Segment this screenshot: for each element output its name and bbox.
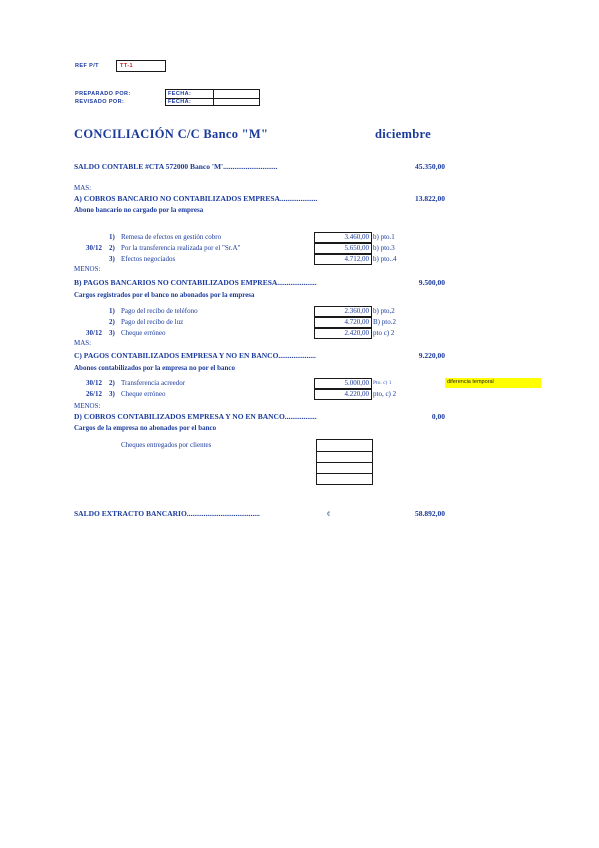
row-value: 2.420,00 xyxy=(314,328,372,339)
row-note: pto, c) 2 xyxy=(373,390,397,398)
reviewed-fecha-label: FECHA: xyxy=(168,99,192,105)
section-c-title: C) PAGOS CONTABILIZADOS EMPRESA Y NO EN BANCO.................... xyxy=(74,351,316,360)
saldo-extracto-label: SALDO EXTRACTO BANCARIO....................................... xyxy=(74,509,260,518)
row-desc: Transferencia acreedor xyxy=(121,379,186,387)
row-value: 3.460,00 xyxy=(314,232,372,243)
section-d-title: D) COBROS CONTABILIZADOS EMPRESA Y NO EN BANCO................. xyxy=(74,412,317,421)
prepared-fecha-label: FECHA: xyxy=(168,91,192,97)
row-note: Pto. c) 1 xyxy=(373,380,392,386)
row-note: b) pto.1 xyxy=(373,233,395,241)
section-d-total: 0,00 xyxy=(431,412,445,421)
section-c-subtitle: Abonos contabilizados por la empresa no por el banco xyxy=(74,364,236,372)
row-value: 4.720,00 xyxy=(314,317,372,328)
row-desc: Cheque erróneo xyxy=(121,329,166,337)
month-label: diciembre xyxy=(375,127,431,141)
row-date: 30/12 xyxy=(86,329,102,337)
row-num: 3) xyxy=(109,255,115,263)
fecha-grid xyxy=(165,89,260,106)
row-note: b) pto,2 xyxy=(373,307,395,315)
row-desc: Remesa de efectos en gestión cobro xyxy=(121,233,222,241)
section-c-total: 9.220,00 xyxy=(418,351,445,360)
saldo-extracto-value: 58.892,00 xyxy=(415,509,445,518)
row-desc: Efectos negociados xyxy=(121,255,176,263)
row-note: pto c) 2 xyxy=(373,329,395,337)
section-b-subtitle: Cargos registrados por el banco no abonados por la empresa xyxy=(74,291,255,299)
section-d-subtitle: Cargos de la empresa no abonados por el banco xyxy=(74,424,217,432)
section-b-prefix: MENOS: xyxy=(74,265,101,273)
section-a-title: A) COBROS BANCARIO NO CONTABILIZADOS EMPRESA.................... xyxy=(74,194,318,203)
row-value: 4.712,00 xyxy=(314,254,372,265)
row-date: 30/12 xyxy=(86,379,102,387)
ref-label: REF P/T xyxy=(75,63,99,69)
row-desc: Pago del recibo de luz xyxy=(121,318,184,326)
row-note: b) pto..4 xyxy=(373,255,397,263)
row-num: 1) xyxy=(109,233,115,241)
section-a-subtitle: Abono bancario no cargado por la empresa xyxy=(74,206,204,214)
reviewed-label: REVISADO POR: xyxy=(75,99,125,105)
row-num: 2) xyxy=(109,244,115,252)
row-value: 4.220,00 xyxy=(314,389,372,400)
row-num: 2) xyxy=(109,318,115,326)
cheque-cell xyxy=(316,473,373,485)
cheques-label: Cheques entregados por clientes xyxy=(121,441,212,449)
row-num: 1) xyxy=(109,307,115,315)
row-note: B) pto.2 xyxy=(373,318,396,326)
row-date: 30/12 xyxy=(86,244,102,252)
ref-box xyxy=(116,60,166,72)
highlight-cell: diferencia temporal xyxy=(445,378,541,388)
prepared-label: PREPARADO POR: xyxy=(75,91,131,97)
row-value: 5.650,00 xyxy=(314,243,372,254)
saldo-contable-label: SALDO CONTABLE #CTA 572000 Banco 'M'............................. xyxy=(74,162,278,171)
row-num: 3) xyxy=(109,390,115,398)
section-b-title: B) PAGOS BANCARIOS NO CONTABILIZADOS EMPRESA..................... xyxy=(74,278,317,287)
section-a-prefix: MAS: xyxy=(74,184,92,192)
row-note: b) pto.3 xyxy=(373,244,395,252)
row-num: 3) xyxy=(109,329,115,337)
section-b-total: 9.500,00 xyxy=(418,278,445,287)
row-desc: Por la transferencia realizada por el "Sr.A" xyxy=(121,244,241,252)
row-num: 2) xyxy=(109,379,115,387)
row-desc: Pago del recibo de teléfono xyxy=(121,307,198,315)
page-title: CONCILIACIÓN C/C Banco "M" xyxy=(74,127,269,141)
row-value: 2.360,00 xyxy=(314,306,372,317)
section-d-prefix: MENOS: xyxy=(74,402,101,410)
saldo-contable-value: 45.350,00 xyxy=(415,162,445,171)
row-value: 5.000,00 xyxy=(314,378,372,389)
section-c-prefix: MAS: xyxy=(74,339,92,347)
section-a-total: 13.822,00 xyxy=(415,194,445,203)
ref-value: TT-1 xyxy=(120,63,133,69)
row-date: 26/12 xyxy=(86,390,102,398)
saldo-extracto-suffix: ¢ xyxy=(327,510,331,518)
row-desc: Cheque erróneo xyxy=(121,390,166,398)
